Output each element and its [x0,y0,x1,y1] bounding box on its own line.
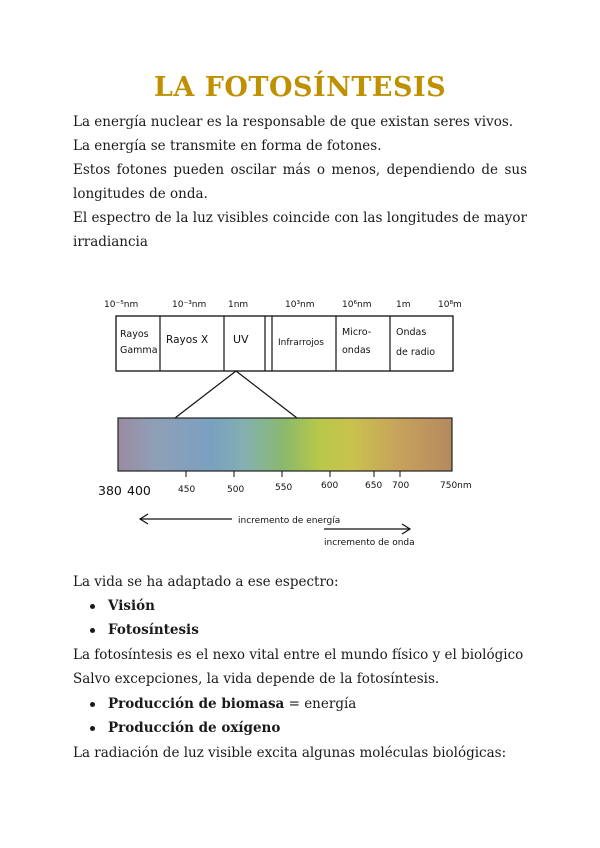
region-microwave-label: Micro- [342,327,372,338]
paragraph-life-depends: Salvo excepciones, la vida depende de la fotosíntesis. [73,671,440,687]
page-title: LA FOTOSÍNTESIS [153,72,447,103]
region-uv-label: UV [233,333,249,346]
zoom-line [175,371,236,418]
tick-label: 650 [365,481,383,491]
wavelength-label: 10⁸m [438,300,462,310]
list-item [90,692,356,716]
paragraph-wavelengths: Estos fotones pueden oscilar más o menos, dependiendo de sus longitudes de onda. [73,162,527,202]
list-item-bold: Producción de oxígeno [108,720,281,736]
paragraph-vital-nexus: La fotosíntesis es el nexo vital entre el mundo físico y el biológico [73,647,524,663]
bullet-list-production [90,692,356,740]
wavelength-label: 10⁻⁵nm [104,300,139,310]
spectrum-diagram [0,285,600,555]
list-item-rest: = energía [284,696,357,712]
tick-label: 400 [127,483,151,498]
wavelength-label: 10⁻³nm [172,300,207,310]
wavelength-label: 10⁶nm [342,300,372,310]
list-item: Visión [90,594,199,618]
tick-label: 550 [275,483,293,493]
visible-spectrum-bar [118,418,452,471]
wavelength-arrow-label: incremento de onda [324,538,415,548]
region-radio-label: de radio [396,347,436,358]
paragraph-nuclear-energy: La energía nuclear es la responsable de que existan seres vivos. [73,114,514,130]
tick-label: 700 [392,481,410,491]
list-item-bold: Producción de biomasa [108,696,285,712]
region-infrared-label: Infrarrojos [278,338,324,348]
wavelength-label: 10³nm [285,300,315,310]
paragraph-life-adapted: La vida se ha adaptado a ese espectro: [73,574,339,590]
bullet-list-adaptations [90,594,199,642]
tick-label: 750nm [440,481,472,491]
zoom-line [236,371,297,418]
region-microwave-label: ondas [342,345,371,356]
energy-arrow-label: incremento de energía [238,516,341,526]
list-item [90,716,356,740]
region-xray-label: Rayos X [166,334,209,346]
paragraph-visible-spectrum: El espectro de la luz visibles coincide con las longitudes de mayor irradiancia [73,210,527,250]
list-item: Fotosíntesis [90,618,199,642]
wavelength-label: 1nm [228,300,249,310]
region-radio-label: Ondas [396,327,427,338]
paragraph-visible-radiation: La radiación de luz visible excita algunas moléculas biológicas: [73,745,507,761]
wavelength-label: 1m [396,300,411,310]
tick-label: 500 [227,485,245,495]
paragraph-photons: La energía se transmite en forma de fotones. [73,138,382,154]
tick-label: 450 [178,485,196,495]
tick-label: 600 [321,481,339,491]
region-gamma-label: Rayos [120,329,149,340]
region-gamma-label: Gamma [120,345,158,356]
tick-label: 380 [98,483,122,498]
